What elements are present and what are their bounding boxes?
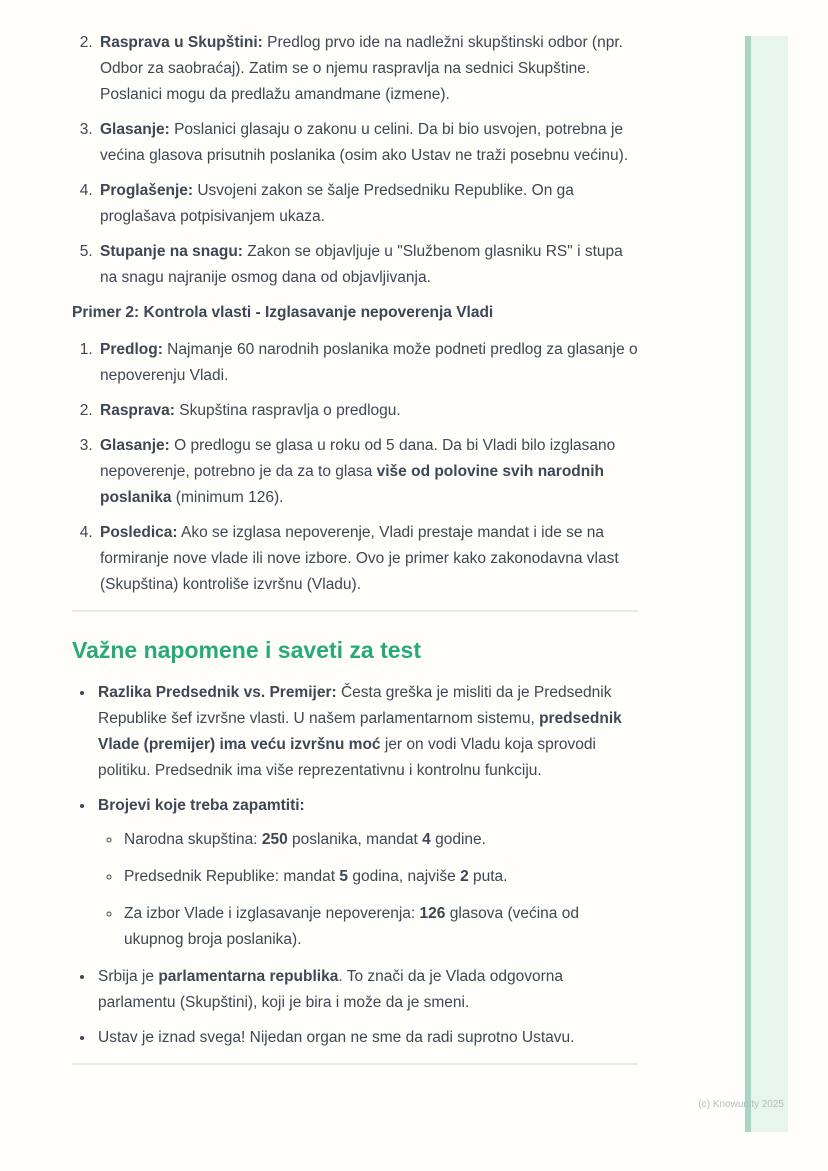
text: Skupština raspravlja o predlogu. — [174, 402, 401, 419]
bold-text: 5 — [339, 868, 349, 885]
lawmaking-steps-list — [72, 30, 638, 291]
text: . To znači da je Vlada odgovorna parlamentu (Skupštini), koji je bira i može da je smeni. — [98, 968, 563, 1011]
list-item — [97, 398, 638, 424]
list-item — [95, 964, 638, 1016]
bold-text: parlamentarna republika — [158, 968, 339, 985]
text: Usvojeni zakon se šalje Predsedniku Republike. On ga proglašava potpisivanjem ukaza. — [100, 182, 574, 225]
nested-list — [98, 827, 638, 953]
text: Ustav je iznad svega! Nijedan organ ne sme da radi suprotno Ustavu. — [98, 1029, 575, 1046]
bold-text: 126 — [419, 905, 446, 922]
section-divider — [72, 610, 638, 612]
text: Predlog prvo ide na nadležni skupštinski odbor (npr. Odbor za saobraćaj). Zatim se o njemu raspravlja na sednici Skupštine. Poslanici mogu da predlažu amandmane (izmene). — [100, 34, 623, 103]
bold-text: više od polovine svih narodnih poslanika — [100, 463, 604, 506]
notes-bullet-list — [72, 680, 638, 1051]
text: Česta greška je misliti da je Predsednik Republike šef izvršne vlasti. U našem parlamentarnom sistemu, — [98, 684, 612, 727]
list-item — [97, 117, 638, 169]
list-item — [97, 178, 638, 230]
list-item — [97, 433, 638, 511]
text: Narodna skupština: — [124, 831, 262, 848]
nested-list-item — [122, 864, 638, 890]
text: (minimum 126). — [171, 489, 284, 506]
bottom-divider — [72, 1063, 638, 1065]
text: glasova (većina od ukupnog broja poslanika). — [124, 905, 579, 948]
text: Predsednik Republike: mandat — [124, 868, 340, 885]
page-edge-accent-bar — [745, 36, 788, 1132]
notes-section-heading: Važne napomene i saveti za test — [72, 637, 421, 663]
text: poslanika, mandat — [287, 831, 423, 848]
bold-text: 4 — [422, 831, 431, 848]
document-content — [72, 30, 638, 1065]
bold-text: predsednik Vlade (premijer) ima veću izvršnu moć — [98, 710, 622, 753]
list-item — [97, 239, 638, 291]
text: puta. — [468, 868, 508, 885]
bold-text: Predlog: — [100, 341, 163, 358]
bold-text: Rasprava u Skupštini: — [100, 34, 263, 51]
list-item — [97, 520, 638, 598]
text: jer on vodi Vladu koja sprovodi politiku. Predsednik ima više reprezentativnu i kontrolnu funkciju. — [98, 736, 596, 779]
bold-text: Razlika Predsednik vs. Premijer: — [98, 684, 337, 701]
list-item — [95, 1025, 638, 1051]
nested-list-item — [122, 901, 638, 953]
text: godina, najviše — [348, 868, 461, 885]
text: Srbija je — [98, 968, 159, 985]
text: Poslanici glasaju o zakonu u celini. Da bi bio usvojen, potrebna je većina glasova prisutnih poslanika (osim ako Ustav ne traži posebnu većinu). — [100, 121, 629, 164]
bold-text: 2 — [460, 868, 469, 885]
text: godine. — [430, 831, 486, 848]
bold-text: Posledica: — [100, 524, 178, 541]
bold-text: Stupanje na snagu: — [100, 243, 243, 260]
bold-text: Glasanje: — [100, 121, 170, 138]
bold-text: Rasprava: — [100, 402, 175, 419]
list-item — [97, 337, 638, 389]
bold-text: 250 — [261, 831, 288, 848]
text: Najmanje 60 narodnih poslanika može podneti predlog za glasanje o nepoverenju Vladi. — [100, 341, 638, 384]
text: O predlogu se glasa u roku od 5 dana. Da bi Vladi bilo izglasano nepoverenje, potrebno je da za to glasa — [100, 437, 616, 480]
bold-text: Brojevi koje treba zapamtiti: — [98, 797, 305, 814]
text: Za izbor Vlade i izglasavanje nepoverenja: — [124, 905, 420, 922]
text: Ako se izglasa nepoverenje, Vladi prestaje mandat i ide se na formiranje nove vlade ili nove izbore. Ovo je primer kako zakonodavna vlast (Skupština) kontroliše izvršnu (Vladu). — [100, 524, 619, 593]
text: Zakon se objavljuje u "Službenom glasniku RS" i stupa na snagu najranije osmog dana od objavljivanja. — [100, 243, 623, 286]
bold-text: Proglašenje: — [100, 182, 194, 199]
primer2-heading: Primer 2: Kontrola vlasti - Izglasavanje nepoverenja Vladi — [72, 304, 494, 321]
nested-list-item — [122, 827, 638, 853]
list-item — [95, 793, 638, 953]
no-confidence-steps-list — [72, 337, 638, 598]
bold-text: Glasanje: — [100, 437, 170, 454]
list-item — [97, 30, 638, 108]
list-item — [95, 680, 638, 784]
knowunity-watermark: (c) Knowunity 2025 — [698, 1099, 784, 1110]
